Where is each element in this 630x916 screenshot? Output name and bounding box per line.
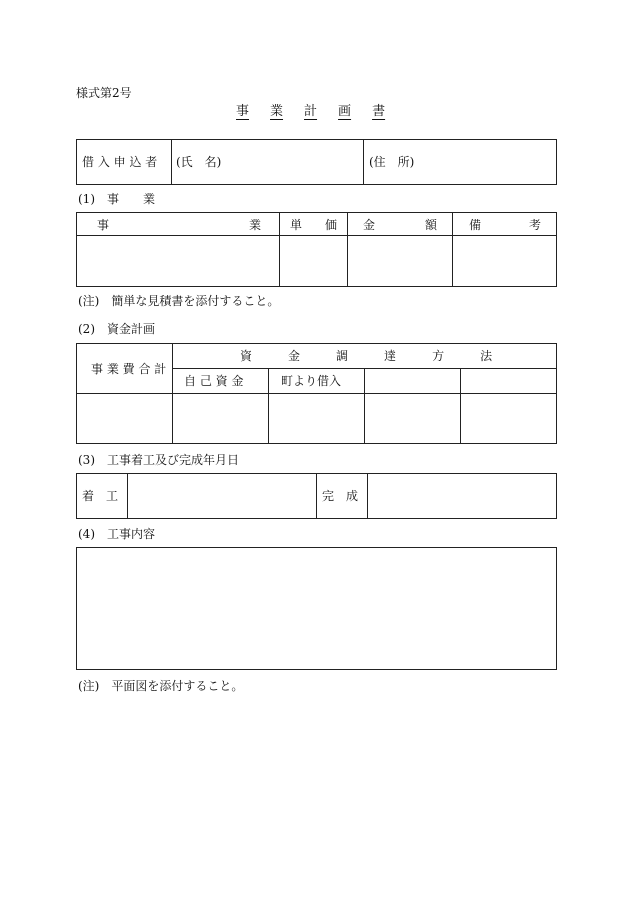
work-content-box[interactable] [76, 547, 557, 670]
divider [268, 368, 269, 444]
page-title [236, 105, 385, 118]
title-char: 事 [236, 104, 250, 119]
business-table [76, 212, 557, 287]
col-header-unit-price: 価 [325, 218, 338, 232]
own-funds-label: 自 己 資 金 [184, 374, 244, 388]
section3-heading: (3) 工事着工及び完成年月日 [78, 453, 239, 467]
col-header-amount: 額 [425, 218, 438, 232]
section1-heading: (1) 事 業 [78, 192, 155, 206]
title-char: 画 [338, 104, 352, 119]
divider [316, 473, 317, 519]
divider [367, 473, 368, 519]
divider [460, 368, 461, 444]
form-number: 様式第2号 [76, 86, 132, 100]
funding-method-header: 資 金 調 達 方 法 [240, 349, 493, 363]
divider [364, 368, 365, 444]
total-cost-label: 事 業 費 合 計 [91, 362, 167, 376]
section4-heading: (4) 工事内容 [78, 527, 155, 541]
town-loan-label: 町より借入 [281, 374, 342, 388]
divider [347, 212, 348, 287]
section2-heading: (2) 資金計画 [78, 322, 155, 336]
note-floorplan: (注) 平面図を添付すること。 [78, 679, 244, 693]
title-char: 書 [372, 104, 386, 119]
applicant-name-field[interactable]: (氏 名) [176, 155, 222, 169]
divider [363, 139, 364, 185]
divider [76, 393, 557, 394]
divider [127, 473, 128, 519]
divider [452, 212, 453, 287]
applicant-label: 借 入 申 込 者 [82, 155, 158, 169]
divider [279, 212, 280, 287]
col-header-remarks: 考 [529, 218, 542, 232]
completion-label: 完 成 [322, 489, 359, 503]
col-header-business: 業 [249, 218, 262, 232]
applicant-address-field[interactable]: (住 所) [369, 155, 415, 169]
title-char: 業 [270, 104, 284, 119]
col-header-amount: 金 [363, 218, 376, 232]
divider [171, 139, 172, 185]
col-header-business: 事 [97, 218, 110, 232]
col-header-remarks: 備 [469, 218, 482, 232]
col-header-unit-price: 単 [290, 218, 303, 232]
start-label: 着 工 [82, 489, 119, 503]
divider [76, 235, 557, 236]
note-estimate: (注) 簡単な見積書を添付すること。 [78, 294, 280, 308]
title-char: 計 [304, 104, 318, 119]
